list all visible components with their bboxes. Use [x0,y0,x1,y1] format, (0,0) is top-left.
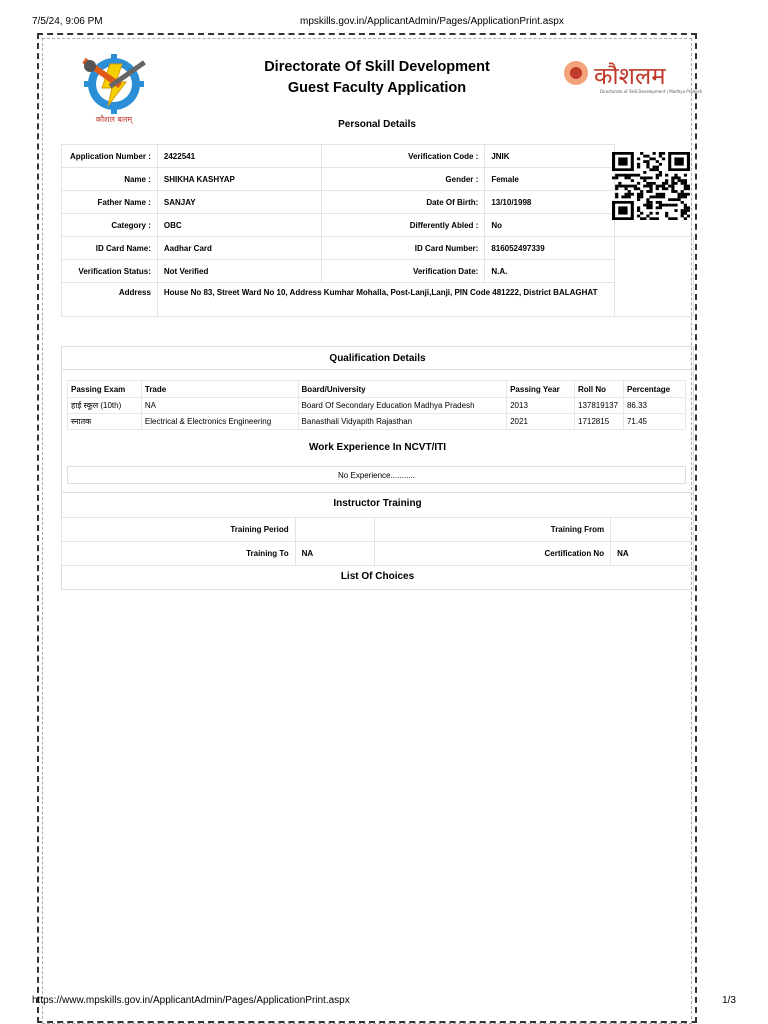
differently-abled-label: Differently Abled : [321,214,485,237]
divider [61,369,694,370]
qualification-cell: 86.33 [623,398,685,414]
qualification-details-title: Qualification Details [329,353,426,364]
verification-status-label: Verification Status: [62,260,158,283]
qualification-cell: Board Of Secondary Education Madhya Pradesh [298,398,507,414]
divider [61,492,694,493]
verification-date: N.A. [485,260,615,283]
verification-code: JNIK [485,145,615,168]
browser-header-datetime: 7/5/24, 9:06 PM [32,16,103,27]
qualification-header: Passing Year [507,381,575,398]
qualification-cell: 2021 [507,414,575,430]
address: House No 83, Street Ward No 10, Address Kumhar Mohalla, Post-Lanji,Lanji, PIN Code 481222, District BALAGHAT [157,283,614,317]
table-row [68,398,686,414]
certification-no-label: Certification No [375,542,611,566]
application-number-label: Application Number : [62,145,158,168]
table-row [68,414,686,430]
page-title: Directorate Of Skill Development [264,59,490,75]
personal-details-table [61,144,694,317]
address-label: Address [62,283,158,317]
dob-label: Date Of Birth: [321,191,485,214]
left-logo-caption: कौशल बलम् [95,115,133,124]
gender-label: Gender : [321,168,485,191]
training-from [611,518,694,542]
list-of-choices-title: List Of Choices [340,571,415,582]
browser-footer-url[interactable]: https://www.mpskills.gov.in/ApplicantAdmin/Pages/ApplicationPrint.aspx [32,995,350,1006]
qr-code [612,152,690,220]
right-logo-text: कौशलम [594,62,666,90]
application-number: 2422541 [157,145,321,168]
qualification-header: Trade [141,381,298,398]
qualification-cell: हाई स्कूल (10th) [68,398,142,414]
verification-status: Not Verified [157,260,321,283]
instructor-training-title: Instructor Training [333,498,422,509]
qualification-header: Board/University [298,381,507,398]
training-period-label: Training Period [62,518,296,542]
applicant-name: SHIKHA KASHYAP [157,168,321,191]
father-name-label: Father Name : [62,191,158,214]
qualification-cell: 2013 [507,398,575,414]
category: OBC [157,214,321,237]
qualification-cell: 71.45 [623,414,685,430]
qualification-cell: Banasthali Vidyapith Rajasthan [298,414,507,430]
differently-abled: No [485,214,615,237]
gender: Female [485,168,615,191]
qualification-cell: स्नातक [68,414,142,430]
category-label: Category : [62,214,158,237]
qualification-cell: Electrical & Electronics Engineering [141,414,298,430]
verification-date-label: Verification Date: [321,260,485,283]
id-card-number-label: ID Card Number: [321,237,485,260]
personal-details-title: Personal Details [338,119,416,130]
id-card-name-label: ID Card Name: [62,237,158,260]
verification-code-label: Verification Code : [321,145,485,168]
work-experience-title: Work Experience In NCVT/ITI [308,442,447,453]
id-card-number: 816052497339 [485,237,615,260]
father-name: SANJAY [157,191,321,214]
qualification-table [67,380,686,430]
qualification-cell: NA [141,398,298,414]
browser-header-url: mpskills.gov.in/ApplicantAdmin/Pages/ApplicationPrint.aspx [300,16,564,27]
qualification-cell: 1712815 [575,414,624,430]
qualification-header: Passing Exam [68,381,142,398]
right-logo-subtext: Directorate of Skill Development | Madhya Pradesh [600,89,703,94]
browser-footer-page: 1/3 [722,995,736,1006]
page-subtitle: Guest Faculty Application [287,80,467,96]
date-of-birth: 13/10/1998 [485,191,615,214]
training-to: NA [295,542,375,566]
training-to-label: Training To [62,542,296,566]
certification-no: NA [611,542,694,566]
qualification-header: Percentage [623,381,685,398]
training-period [295,518,375,542]
training-from-label: Training From [375,518,611,542]
name-label: Name : [62,168,158,191]
qualification-cell: 137819137 [575,398,624,414]
work-experience-text: No Experience........... [67,466,686,484]
qualification-header: Roll No [575,381,624,398]
instructor-training-table [61,517,694,566]
id-card-name: Aadhar Card [157,237,321,260]
